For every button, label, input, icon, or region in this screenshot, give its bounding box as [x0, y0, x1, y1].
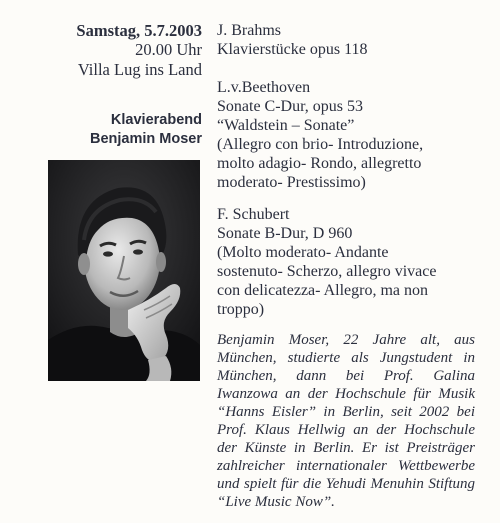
performer-photo [48, 160, 200, 381]
work-line: (Allegro con brio- Introduzione, [217, 136, 424, 153]
work-line: “Waldstein – Sonate” [217, 117, 355, 134]
composer-name: F. Schubert [217, 206, 290, 223]
event-time: 20.00 Uhr [135, 40, 202, 59]
program-item-brahms [217, 21, 497, 59]
performer-name: Benjamin Moser [90, 131, 202, 147]
work-line: moderato- Prestissimo) [217, 174, 366, 191]
event-date: Samstag, 5.7.2003 [76, 21, 202, 40]
work-line: (Molto moderato- Andante [217, 244, 389, 261]
work-line: sostenuto- Scherzo, allegro vivace [217, 263, 437, 280]
event-venue: Villa Lug ins Land [77, 60, 202, 79]
work-line: Sonate C-Dur, opus 53 [217, 98, 364, 115]
event-type: Klavierabend [110, 112, 202, 128]
work-line: Klavierstücke opus 118 [217, 41, 368, 58]
performer-biography: Benjamin Moser, 22 Jahre alt, aus München, studierte als Jungstudent in München, dann bei Prof. Galina Iwanzowa an der Hochschule für Musik “Hanns Eisler” in Berlin, seit 2002 bei Prof. Klaus Hellwig an der Hochschule der Künste in Berlin. Er ist Preisträger zahlreicher internationaler Wettbewerbe und spielt für die Yehudi Menuhin Stiftung “Live Music Now”. [217, 332, 475, 510]
work-line: con delicatezza- Allegro, ma non [217, 282, 429, 299]
work-line: Sonate B-Dur, D 960 [217, 225, 353, 242]
program-item-schubert [217, 205, 497, 319]
work-line: troppo) [217, 301, 265, 318]
work-line: molto adagio- Rondo, allegretto [217, 155, 422, 172]
program-item-beethoven [217, 78, 497, 192]
composer-name: L.v.Beethoven [217, 79, 311, 96]
composer-name: J. Brahms [217, 22, 281, 39]
